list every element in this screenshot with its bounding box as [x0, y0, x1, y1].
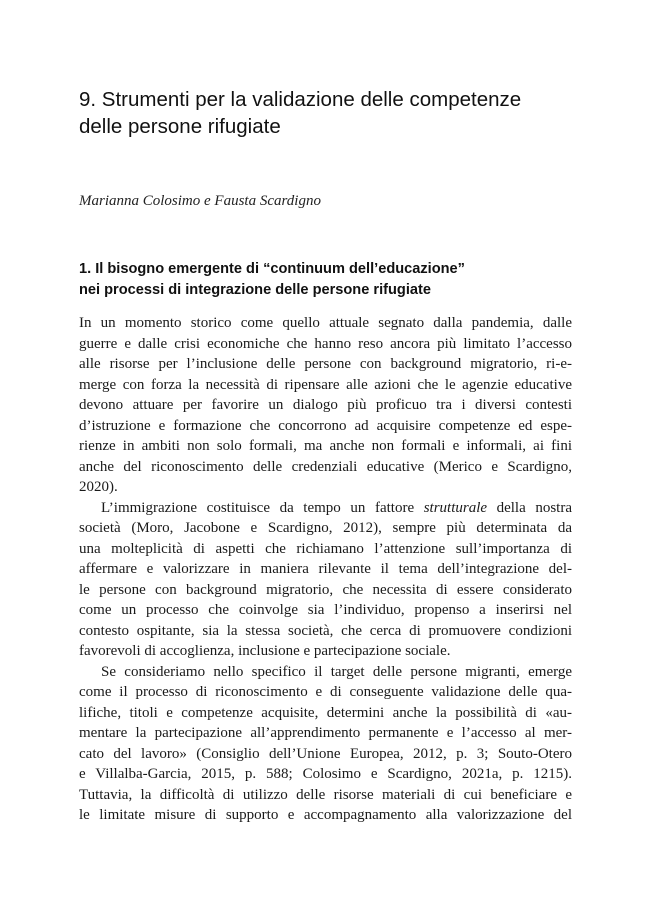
text-line: rienze in ambiti non solo formali, ma anche non formali e informali, ai fini	[79, 438, 572, 454]
text-line: 2020).	[79, 479, 118, 495]
section-title	[79, 259, 599, 301]
text-line: affermare e valorizzare in maniera rilevante il tema dell’integrazione del-	[79, 561, 572, 577]
text-line: come il processo di riconoscimento e di conseguente validazione delle qua-	[79, 684, 572, 700]
text-line: d’istruzione e formazione che concorrono ad acquisire competenze ed espe-	[79, 417, 572, 434]
chapter-authors: Marianna Colosimo e Fausta Scardigno	[79, 193, 321, 209]
text-line: Tuttavia, la difficoltà di utilizzo delle risorse materiali di cui beneficiare e	[79, 786, 572, 803]
section-title-line: nei processi di integrazione delle persone rifugiate	[79, 282, 431, 298]
text-segment: L’immigrazione costituisce da tempo un fattore	[101, 499, 424, 516]
text-line: favorevoli di accoglienza, inclusione e partecipazione sociale.	[79, 643, 451, 659]
text-line: e Villalba-Garcia, 2015, p. 588; Colosimo e Scardigno, 2021a, p. 1215).	[79, 766, 572, 782]
text-line	[79, 498, 572, 519]
text-line: anche del riconoscimento delle credenziali educative (Merico e Scardigno,	[79, 458, 572, 475]
text-line: alle risorse per l’inclusione delle persone con background migratorio, ri-e-	[79, 356, 572, 372]
chapter-title-line: 9. Strumenti per la validazione delle competenze	[79, 88, 522, 111]
text-line: merge con forza la necessità di ripensare alle azioni che le agenzie educative	[79, 376, 572, 393]
section-title-line: 1. Il bisogno emergente di “continuum dell’educazione”	[79, 261, 465, 277]
text-segment: della nostra	[487, 499, 572, 516]
text-line: come un processo che coinvolge sia l’individuo, propenso a inserirsi nel	[79, 602, 572, 618]
text-line: devono attuare per favorire un dialogo più proficuo tra i diversi contesti	[79, 397, 572, 413]
text-line: cato del lavoro» (Consiglio dell’Unione Europea, 2012, p. 3; Souto-Otero	[79, 745, 572, 762]
text-line: le limitate misure di supporto e accompagnamento alla valorizzazione del	[79, 807, 572, 823]
chapter-title-line: delle persone rifugiate	[79, 115, 281, 138]
chapter-title	[79, 86, 599, 140]
text-line: mentare la partecipazione all’apprendimento permanente e l’accesso al mer-	[79, 725, 572, 741]
text-line: contesto ospitante, sia la stessa società, che cerca di promuovere condizioni	[79, 622, 572, 639]
text-line: Se consideriamo nello specifico il target delle persone migranti, emerge	[101, 663, 572, 680]
text-line: le persone con background migratorio, che necessita di essere considerato	[79, 581, 572, 598]
text-line: In un momento storico come quello attuale segnato dalla pandemia, dalle	[79, 315, 572, 331]
text-line: società (Moro, Jacobone e Scardigno, 2012), sempre più determinata da	[79, 520, 572, 536]
italic-term: strutturale	[423, 499, 488, 516]
text-line: lifiche, titoli e competenze acquisite, determini anche la possibilità di «au-	[79, 704, 572, 721]
text-line: guerre e dalle crisi economiche che hanno reso ancora più limitato l’accesso	[79, 335, 572, 352]
text-line: una molteplicità di aspetti che richiamano l’attenzione sull’importanza di	[79, 540, 572, 557]
body-text	[79, 313, 572, 826]
